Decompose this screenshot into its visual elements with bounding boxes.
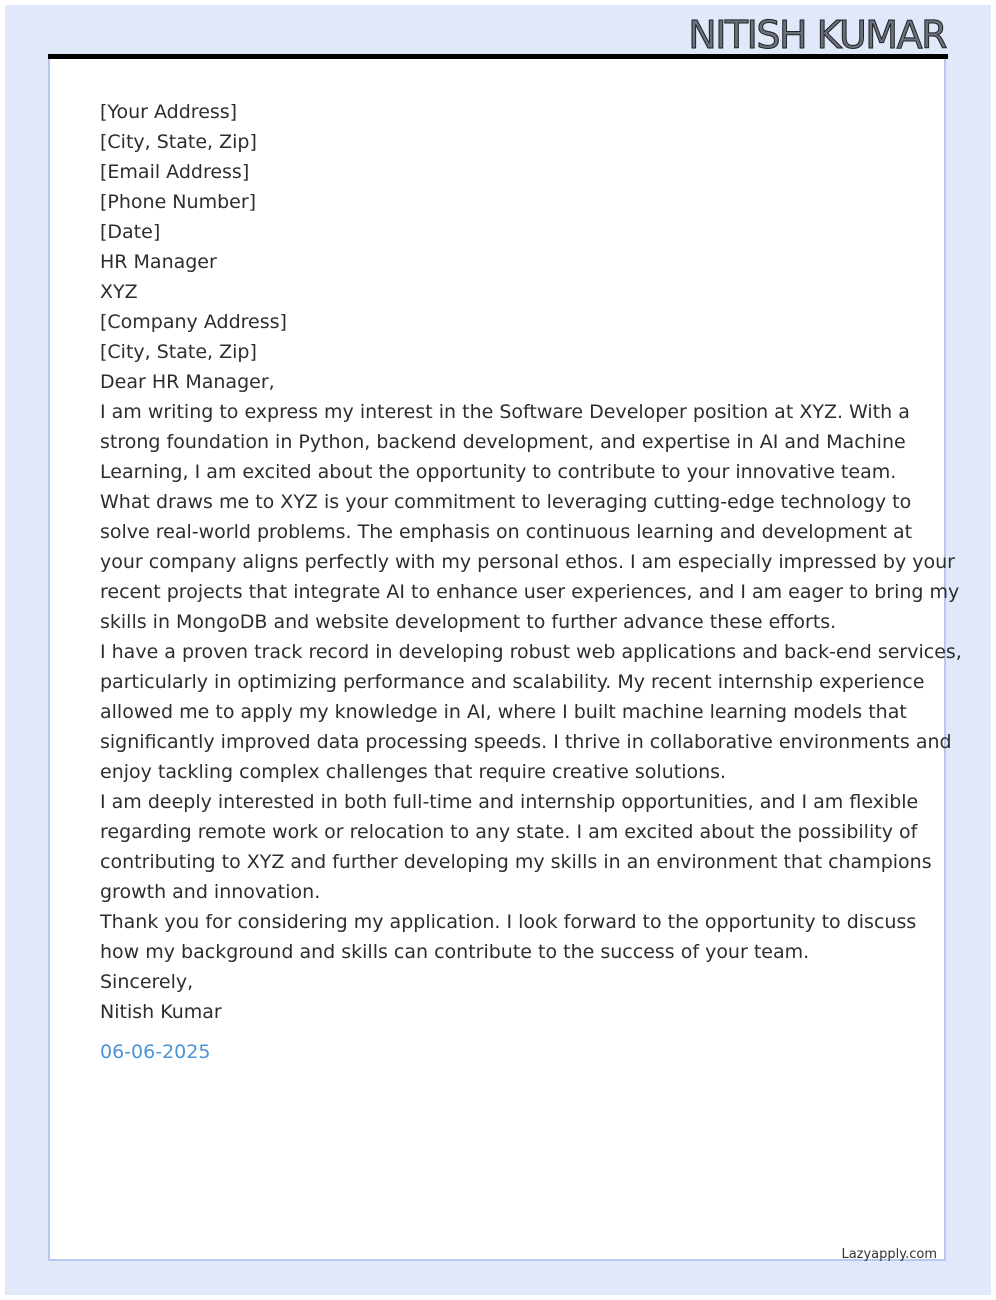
salutation-text: Dear HR Manager, — [100, 371, 275, 393]
sender-address-block — [100, 97, 900, 247]
body-paragraph-1 — [100, 397, 910, 487]
watermark: Lazyapply.com — [841, 1247, 937, 1262]
paragraph-line: solve real-world problems. The emphasis on continuous learning and development at — [100, 521, 913, 543]
paragraph-line: skills in MongoDB and website development to further advance these efforts. — [100, 611, 837, 633]
paragraph-line: Learning, I am excited about the opportunity to contribute to your innovative team. — [100, 461, 897, 483]
sender-city-line: [City, State, Zip] — [100, 131, 257, 153]
paragraph-line: allowed me to apply my knowledge in AI, where I built machine learning models that — [100, 701, 907, 723]
paragraph-line: particularly in optimizing performance and scalability. My recent internship experience — [100, 671, 925, 693]
applicant-name-heading: NITISH KUMAR — [688, 13, 946, 57]
signature-name: Nitish Kumar — [100, 1001, 222, 1023]
paragraph-line: growth and innovation. — [100, 881, 321, 903]
paragraph-line: I have a proven track record in developing robust web applications and back-end services, — [100, 641, 962, 663]
recipient-title-line: HR Manager — [100, 251, 217, 273]
body-paragraph-2 — [100, 487, 960, 637]
paragraph-line: What draws me to XYZ is your commitment to leveraging cutting-edge technology to — [100, 491, 912, 513]
salutation — [100, 367, 900, 397]
valediction: Sincerely, — [100, 971, 194, 993]
paragraph-line: enjoy tackling complex challenges that require creative solutions. — [100, 761, 727, 783]
paragraph-line: I am writing to express my interest in the Software Developer position at XYZ. With a — [100, 401, 910, 423]
sender-email-line: [Email Address] — [100, 161, 250, 183]
recipient-city-line: [City, State, Zip] — [100, 341, 257, 363]
body-paragraph-5 — [100, 907, 917, 967]
cover-letter-body — [100, 97, 962, 1067]
sender-address-line: [Your Address] — [100, 101, 238, 123]
paragraph-line: recent projects that integrate AI to enhance user experiences, and I am eager to bring my — [100, 581, 960, 603]
paragraph-line: regarding remote work or relocation to any state. I am excited about the possibility of — [100, 821, 918, 843]
paragraph-line: contributing to XYZ and further developing my skills in an environment that champions — [100, 851, 932, 873]
closing-block — [100, 967, 900, 1067]
sender-phone-line: [Phone Number] — [100, 191, 257, 213]
recipient-company-line: XYZ — [100, 281, 138, 303]
paragraph-line: how my background and skills can contribute to the success of your team. — [100, 941, 810, 963]
body-paragraph-4 — [100, 787, 932, 907]
paragraph-line: Thank you for considering my application. I look forward to the opportunity to discuss — [100, 911, 917, 933]
paragraph-line: strong foundation in Python, backend development, and expertise in AI and Machine — [100, 431, 906, 453]
paragraph-line: your company aligns perfectly with my personal ethos. I am especially impressed by your — [100, 551, 955, 573]
paragraph-line: I am deeply interested in both full-time and internship opportunities, and I am flexible — [100, 791, 919, 813]
sender-date-line: [Date] — [100, 221, 161, 243]
letter-date: 06-06-2025 — [100, 1041, 211, 1063]
recipient-address-block — [100, 247, 900, 367]
paragraph-line: significantly improved data processing speeds. I thrive in collaborative environments and — [100, 731, 952, 753]
body-paragraph-3 — [100, 637, 962, 787]
recipient-address-line: [Company Address] — [100, 311, 287, 333]
